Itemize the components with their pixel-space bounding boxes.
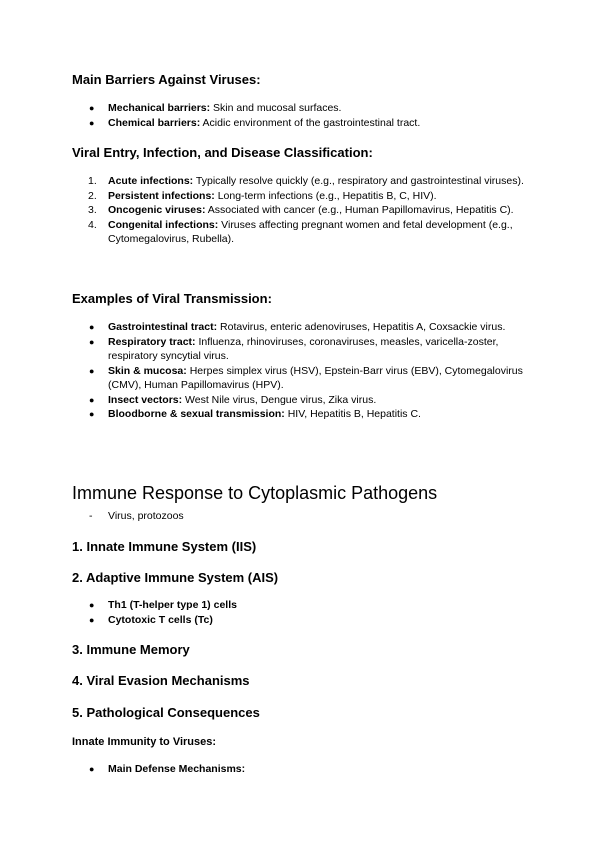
- heading-immune-memory: 3. Immune Memory: [72, 642, 190, 657]
- list-item: ● Bloodborne & sexual transmission: HIV, Hepatitis B, Hepatitis C.: [89, 408, 421, 420]
- pathogen-types-list: [72, 509, 532, 524]
- list-item: ● Respiratory tract: Influenza, rhinoviruses, coronaviruses, measles, varicella-zoster, respiratory syncytial virus.: [89, 335, 499, 362]
- page-title-immune-response: Immune Response to Cytoplasmic Pathogens: [72, 483, 438, 503]
- list-item: ● Mechanical barriers: Skin and mucosal surfaces.: [89, 102, 342, 114]
- transmission-list: [72, 320, 532, 422]
- barriers-list: [72, 101, 532, 130]
- list-item: ● Skin & mucosa: Herpes simplex virus (HSV), Epstein-Barr virus (EBV), Cytomegalovirus (CMV), Human Papillomavirus (HPV).: [89, 364, 523, 391]
- heading-adaptive-immune-system: 2. Adaptive Immune System (AIS): [72, 570, 279, 585]
- list-item: 3. Oncogenic viruses: Associated with cancer (e.g., Human Papillomavirus, Hepatitis C).: [88, 204, 514, 216]
- heading-innate-immune-system: 1. Innate Immune System (IIS): [72, 539, 257, 554]
- heading-viral-evasion: 4. Viral Evasion Mechanisms: [72, 673, 250, 688]
- list-item: 1. Acute infections: Typically resolve quickly (e.g., respiratory and gastrointestinal viruses).: [88, 175, 524, 187]
- bullet-marker: ●: [89, 600, 95, 610]
- heading-pathological-consequences: 5. Pathological Consequences: [72, 705, 260, 720]
- list-item: ● Cytotoxic T cells (Tc): [89, 613, 213, 626]
- list-item: 4. Congenital infections: Viruses affecting pregnant women and fetal development (e.g., Cytomegalovirus, Rubella).: [88, 218, 513, 245]
- bullet-marker: ●: [89, 764, 95, 774]
- bullet-marker: ●: [89, 336, 95, 347]
- list-item: ● Chemical barriers: Acidic environment of the gastrointestinal tract.: [89, 116, 421, 129]
- bullet-marker: ●: [89, 394, 95, 405]
- innate-mechanisms-list: [72, 762, 532, 777]
- dash-marker: -: [89, 510, 93, 522]
- bullet-marker: ●: [89, 103, 95, 113]
- list-item: 2. Persistent infections: Long-term infections (e.g., Hepatitis B, C, HIV).: [88, 189, 437, 202]
- list-item: ● Insect vectors: West Nile virus, Dengue virus, Zika virus.: [89, 393, 377, 406]
- bullet-marker: ●: [89, 614, 95, 625]
- infection-classification-list: [72, 174, 532, 247]
- bullet-marker: ●: [89, 365, 95, 376]
- heading-innate-immunity-viruses: Innate Immunity to Viruses:: [72, 736, 217, 748]
- ais-cells-list: [72, 598, 532, 627]
- list-item: ● Th1 (T-helper type 1) cells: [89, 599, 237, 611]
- list-item: ● Main Defense Mechanisms:: [89, 763, 246, 775]
- bullet-marker: ●: [89, 322, 95, 332]
- bullet-marker: ●: [89, 409, 95, 419]
- heading-viral-entry: Viral Entry, Infection, and Disease Classification:: [72, 145, 373, 160]
- bullet-marker: ●: [89, 117, 95, 128]
- heading-viral-transmission: Examples of Viral Transmission:: [72, 291, 272, 306]
- heading-main-barriers: Main Barriers Against Viruses:: [72, 72, 261, 87]
- list-item: ● Gastrointestinal tract: Rotavirus, enteric adenoviruses, Hepatitis A, Coxsackie virus.: [89, 321, 506, 333]
- list-item: - Virus, protozoos: [89, 510, 184, 522]
